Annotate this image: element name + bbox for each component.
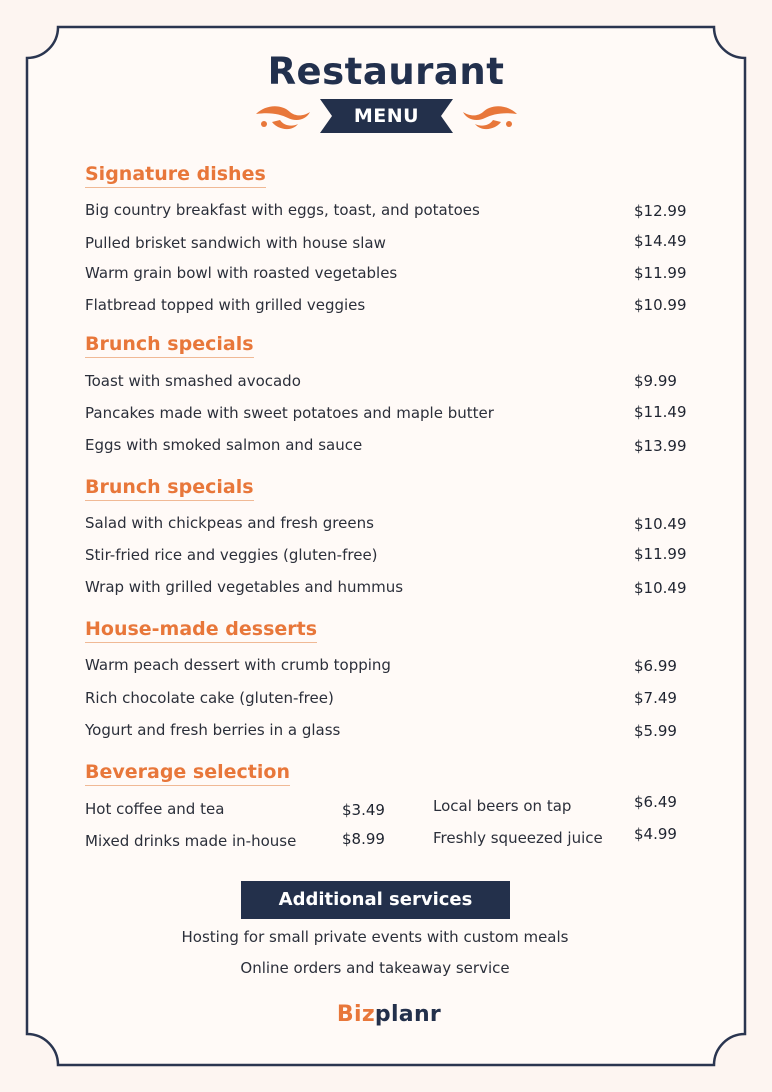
beverage-price: $4.99 xyxy=(634,825,677,843)
section-title-brunch-2: Brunch specials xyxy=(85,476,254,501)
menu-item-price: $11.99 xyxy=(634,264,687,282)
menu-item-price: $9.99 xyxy=(634,372,677,390)
menu-item-name: Stir-fried rice and veggies (gluten-free) xyxy=(85,546,378,564)
menu-item-price: $10.49 xyxy=(634,515,687,533)
menu-item-price: $13.99 xyxy=(634,437,687,455)
service-line: Online orders and takeaway service xyxy=(240,959,510,977)
menu-item-price: $6.99 xyxy=(634,657,677,675)
beverage-name: Mixed drinks made in-house xyxy=(85,832,297,850)
menu-item-name: Salad with chickpeas and fresh greens xyxy=(85,514,374,532)
menu-item-name: Warm peach dessert with crumb topping xyxy=(85,656,391,674)
beverage-price: $6.49 xyxy=(634,793,677,811)
services-title: Additional services xyxy=(278,889,473,910)
bizplanr-logo xyxy=(0,1002,772,1027)
menu-item-price: $7.49 xyxy=(634,689,677,707)
beverage-price: $3.49 xyxy=(342,801,385,819)
beverage-name: Local beers on tap xyxy=(433,797,572,815)
menu-item-name: Yogurt and fresh berries in a glass xyxy=(85,721,341,739)
left-flourish-icon xyxy=(252,100,314,134)
menu-item-price: $11.99 xyxy=(634,545,687,563)
menu-item-name: Wrap with grilled vegetables and hummus xyxy=(85,578,404,596)
section-title-beverages: Beverage selection xyxy=(85,761,290,786)
service-line: Hosting for small private events with custom meals xyxy=(181,928,569,946)
menu-item-name: Big country breakfast with eggs, toast, and potatoes xyxy=(85,201,480,219)
menu-item-price: $5.99 xyxy=(634,722,677,740)
menu-item-name: Rich chocolate cake (gluten-free) xyxy=(85,689,334,707)
menu-item-price: $11.49 xyxy=(634,403,687,421)
section-title-signature: Signature dishes xyxy=(85,163,266,188)
menu-item-price: $10.49 xyxy=(634,579,687,597)
logo-part-planr: planr xyxy=(374,1002,442,1027)
menu-item-name: Pancakes made with sweet potatoes and maple butter xyxy=(85,404,494,422)
menu-item-name: Toast with smashed avocado xyxy=(85,372,301,390)
menu-item-name: Eggs with smoked salmon and sauce xyxy=(85,436,363,454)
menu-item-name: Flatbread topped with grilled veggies xyxy=(85,296,366,314)
beverage-name: Freshly squeezed juice xyxy=(433,829,603,847)
section-title-desserts: House-made desserts xyxy=(85,618,317,643)
beverage-price: $8.99 xyxy=(342,830,385,848)
menu-item-price: $12.99 xyxy=(634,202,687,220)
logo-part-biz: Biz xyxy=(336,1002,375,1027)
right-flourish-icon xyxy=(459,100,521,134)
menu-item-price: $10.99 xyxy=(634,296,687,314)
menu-title: Restaurant xyxy=(267,50,505,93)
menu-item-price: $14.49 xyxy=(634,232,687,250)
menu-item-name: Warm grain bowl with roasted vegetables xyxy=(85,264,398,282)
menu-ribbon-label: MENU xyxy=(353,105,420,127)
menu-item-name: Pulled brisket sandwich with house slaw xyxy=(85,234,386,252)
section-title-brunch: Brunch specials xyxy=(85,333,254,358)
beverage-name: Hot coffee and tea xyxy=(85,800,225,818)
